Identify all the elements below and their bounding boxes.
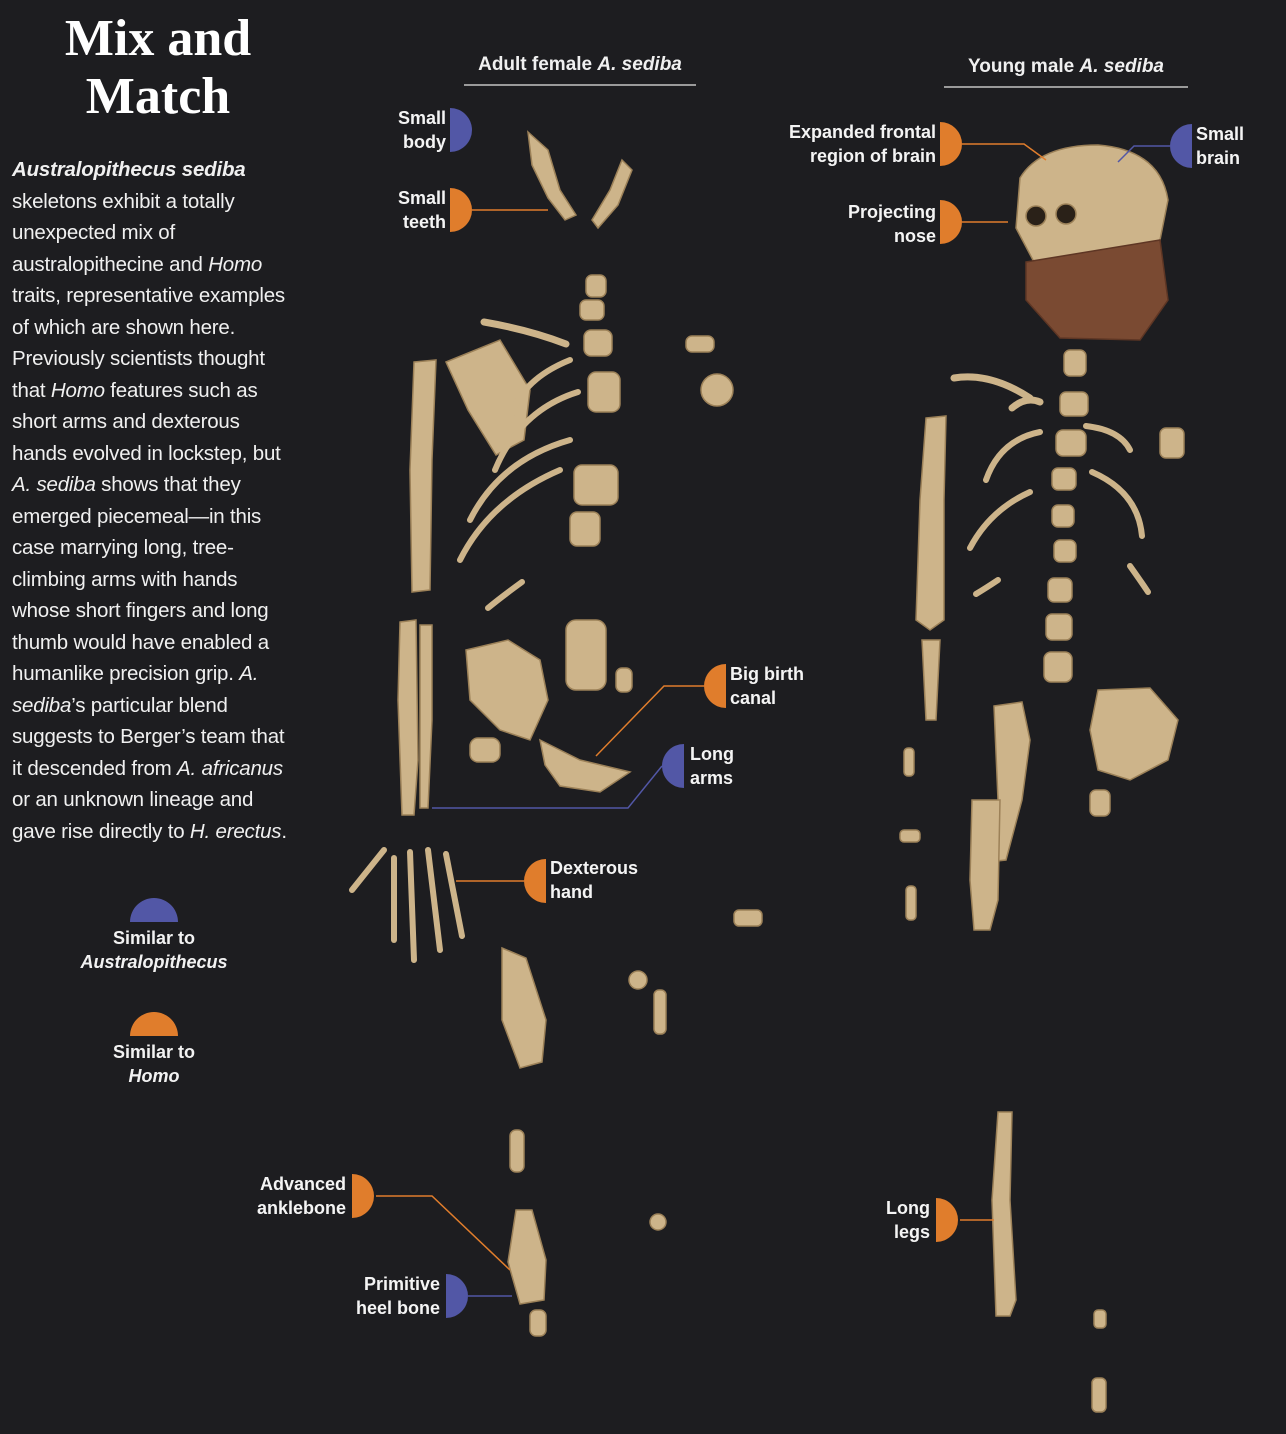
intro-italic: A. africanus [177, 756, 283, 780]
section-header-male-prefix: Young male [967, 56, 1080, 77]
section-header-male [944, 56, 1188, 88]
label-long-legs [850, 1196, 930, 1244]
intro-part: or an unknown lineage and gave rise directly to [12, 788, 254, 843]
label-line: arms [690, 768, 734, 788]
label-big-birth-canal [730, 662, 804, 710]
female-vertebra [588, 372, 620, 412]
male-clavicle [954, 377, 1030, 398]
female-vertebra [584, 330, 612, 356]
intro-part: ’s particular blend suggests to Berger’s team that it descended from [12, 693, 285, 780]
label-projecting-nose [816, 200, 936, 248]
male-eye-socket [1026, 206, 1046, 226]
label-line: Long [886, 1198, 930, 1218]
intro-part: . [281, 819, 287, 843]
label-primitive-heel-bone [336, 1272, 440, 1320]
label-line: Small [397, 108, 446, 128]
intro-text [12, 154, 298, 847]
female-pubis [540, 740, 630, 792]
male-humerus [916, 416, 946, 630]
legend-australopithecus-line1: Similar to [112, 928, 196, 948]
male-vertebra [1064, 350, 1086, 376]
label-expanded-frontal [776, 120, 936, 168]
male-radius [922, 640, 940, 720]
female-bone-fragment [510, 1130, 524, 1172]
label-dexterous-hand [550, 856, 638, 904]
female-humerus [410, 360, 436, 592]
female-bone-fragment [470, 738, 500, 762]
female-radius [398, 620, 418, 815]
female-rib [470, 440, 570, 520]
male-vertebra [1044, 652, 1072, 682]
female-pelvis [466, 640, 548, 740]
leader-expanded-frontal [962, 144, 1046, 160]
female-skeleton [352, 132, 762, 1336]
intro-italic: A. sediba [12, 662, 259, 717]
label-line: Expanded frontal [788, 122, 936, 142]
female-vertebra [570, 512, 600, 546]
label-small-teeth [366, 186, 446, 234]
female-bone-fragment [654, 990, 666, 1034]
male-vertebra [1046, 614, 1072, 640]
male-vertebra [1060, 392, 1088, 416]
legend-homo-line2: Homo [128, 1066, 180, 1086]
male-femur [970, 800, 1000, 930]
label-line: Advanced [259, 1174, 346, 1194]
intro-italic: H. erectus [189, 819, 282, 843]
male-bone-fragment [906, 886, 916, 920]
label-line: body [403, 132, 446, 152]
female-bone-fragment [650, 1214, 666, 1230]
female-ulna [420, 625, 432, 808]
male-vertebra [1054, 540, 1076, 562]
male-bone-fragment [1160, 428, 1184, 458]
legend-homo [44, 1012, 264, 1088]
female-vertebra [566, 620, 606, 690]
female-jaw-right [592, 160, 632, 228]
label-line: brain [1196, 148, 1241, 168]
female-heel-bone [530, 1310, 546, 1336]
female-femur-head [502, 948, 546, 1068]
male-vertebra [1052, 468, 1076, 490]
label-line: anklebone [256, 1198, 346, 1218]
male-bone-fragment [904, 748, 914, 776]
female-rib [488, 582, 522, 608]
male-bone-fragment [900, 830, 920, 842]
leader-big-birth-canal [596, 686, 704, 756]
male-rib [970, 492, 1030, 548]
male-vertebra [1056, 430, 1086, 456]
female-hand-phalange [352, 850, 384, 890]
male-rib [976, 580, 998, 594]
leader-advanced-anklebone [376, 1196, 510, 1270]
label-line: nose [893, 226, 936, 246]
legend-australopithecus [44, 898, 264, 974]
female-vertebra [574, 465, 618, 505]
intro-lead: Australopithecus sediba [12, 158, 246, 181]
female-hand-phalange [428, 850, 440, 950]
intro-part: traits, representative examples of which are shown here. Previously scientists thought that [12, 284, 285, 402]
male-clavicle [1012, 400, 1040, 408]
legend-homo-line1: Similar to [112, 1042, 196, 1062]
male-rib [986, 432, 1040, 480]
male-rib [1092, 472, 1142, 536]
male-vertebra [1052, 505, 1074, 527]
label-line: Small [397, 188, 446, 208]
label-line: Primitive [363, 1274, 440, 1294]
intro-italic: Homo [208, 252, 263, 276]
label-line: hand [550, 882, 593, 902]
female-hand-phalange [410, 852, 414, 960]
label-line: region of brain [810, 146, 936, 166]
male-rib [1086, 426, 1130, 450]
label-line: teeth [402, 212, 446, 232]
female-hand-phalange [446, 854, 462, 936]
female-vertebra [586, 275, 606, 297]
label-line: Dexterous [550, 858, 639, 878]
female-vertebra [580, 300, 604, 320]
female-bone-fragment [701, 374, 733, 406]
legend-australopithecus-marker [130, 898, 178, 922]
female-bone-fragment [686, 336, 714, 352]
male-vertebra [1048, 578, 1072, 602]
male-rib [1130, 566, 1148, 592]
male-eye-socket [1056, 204, 1076, 224]
label-line: Small [1196, 124, 1245, 144]
female-jaw-left [528, 132, 576, 220]
label-advanced-anklebone [236, 1172, 346, 1220]
female-bone-fragment [629, 971, 647, 989]
section-header-male-species: A. sediba [1079, 56, 1165, 77]
male-bone-fragment [1094, 1310, 1106, 1328]
intro-part: features such as short arms and dexterous hands evolved in lockstep, but [12, 378, 281, 465]
page-title: Mix and Match [64, 10, 252, 125]
intro-part: skeletons exhibit a totally unexpected mix of australopithecine and [12, 189, 235, 276]
label-line: Projecting [847, 202, 936, 222]
label-small-brain [1196, 122, 1244, 170]
female-anklebone [508, 1210, 546, 1304]
label-line: Long [690, 744, 734, 764]
legend-australopithecus-line2: Australopithecus [80, 952, 228, 972]
label-line: Big birth [730, 664, 804, 684]
male-bone-fragment [1092, 1378, 1106, 1412]
intro-italic: A. sediba [12, 473, 96, 496]
female-bone-fragment [616, 668, 632, 692]
female-bone-fragment [734, 910, 762, 926]
label-long-arms [690, 742, 734, 790]
male-bone-fragment [1090, 790, 1110, 816]
section-header-female [464, 54, 696, 86]
section-header-female-prefix: Adult female [478, 54, 598, 75]
intro-italic: Homo [50, 378, 105, 402]
label-line: heel bone [355, 1298, 440, 1318]
label-line: canal [730, 688, 777, 708]
label-line: legs [893, 1222, 930, 1242]
label-small-body [366, 106, 446, 154]
legend-homo-marker [130, 1012, 178, 1036]
intro-part: shows that they emerged piecemeal—in this case marrying long, tree-climbing arms with hands whose short fingers and long thumb would have enabled a humanlike precision grip. [12, 473, 269, 685]
male-pelvis [1090, 688, 1178, 780]
male-tibia [992, 1112, 1016, 1316]
section-header-female-species: A. sediba [597, 54, 682, 75]
